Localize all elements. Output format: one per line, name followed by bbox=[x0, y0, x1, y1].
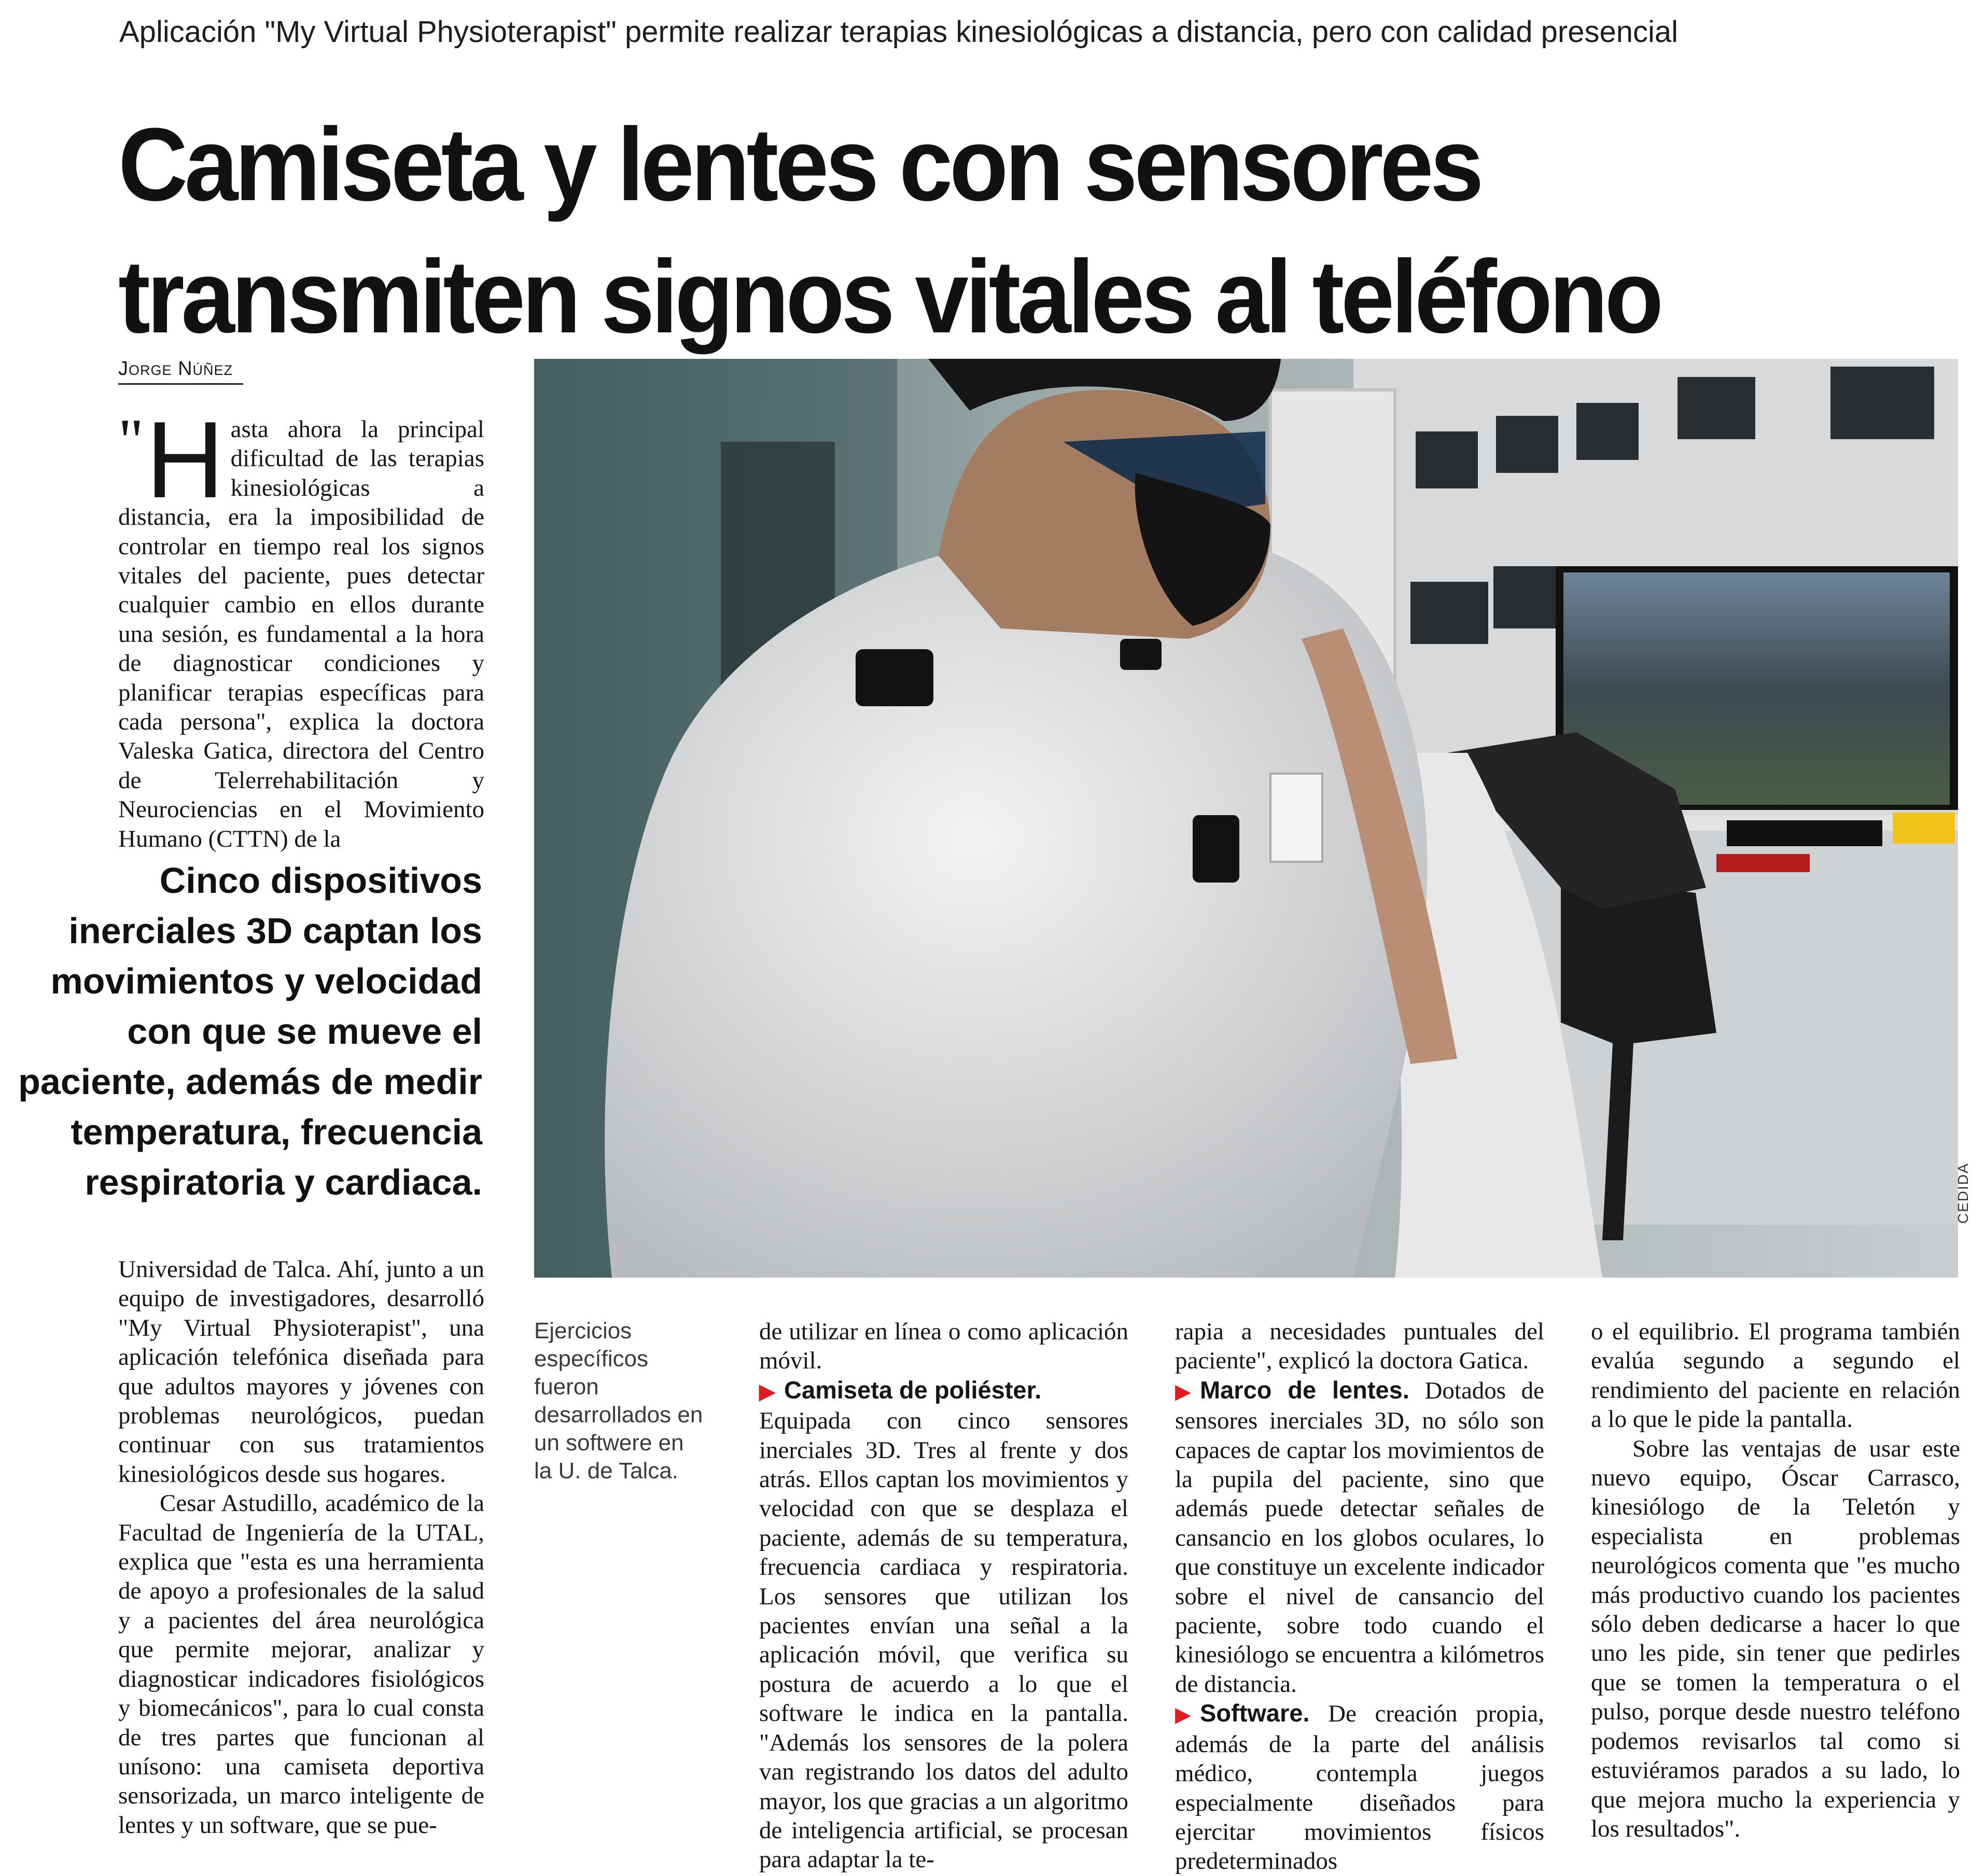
article-photo bbox=[534, 359, 1958, 1278]
kicker: Aplicación "My Virtual Physioterapist" permite realizar terapias kinesiológicas a distancia, pero con calidad presencial bbox=[119, 15, 1679, 49]
paragraph-text: Dotados de sensores inerciales 3D, no sólo son capaces de captar los movimientos de la pupila del paciente, sino que además puede detectar señales de cansancio en los globos oculares, lo que constituye un excelente indicador sobre el nivel de cansancio del paciente, sobre todo cuando el kinesiólogo se encuentra a kilómetros de distancia. bbox=[1175, 1377, 1544, 1698]
subheading-software: Software. bbox=[1200, 1699, 1310, 1727]
paragraph: Cesar Astudillo, académico de la Facultad de Ingeniería de la UTAL, explica que "esta es una herramienta de apoyo a profesionales de la salud y a pacientes del área neurológica que permite mejorar, analizar y diagnosticar indicadores fisiológicos y biomecánicos", para lo cual consta de tres partes que funcionan al unísono: una camiseta deportiva sensorizada, un marco inteligente de lentes y un software, que se pue- bbox=[118, 1490, 484, 1839]
paragraph: Equipada con cinco sensores inerciales 3D. Tres al frente y dos atrás. Ellos captan los movimientos y velocidad con que se desplaza el paciente, además de su temperatura, frecuencia cardiaca y respiratoria. Los sensores que utilizan los pacientes envían una señal a la aplicación móvil, que verifica su postura de acuerdo a lo que el software le indica en la pantalla. "Además los sensores de la polera van registrando los datos del adulto mayor, los que gracias a un algoritmo de inteligencia artificial, se procesan para adaptar la te- bbox=[759, 1407, 1128, 1873]
subheading-text: Camiseta de poliéster. bbox=[784, 1376, 1042, 1404]
photo-credit: CEDIDA bbox=[1955, 1163, 1971, 1224]
column-1-continued bbox=[118, 1255, 484, 1840]
paragraph: o el equilibrio. El programa también evalúa segundo a segundo el rendimiento del paciente en relación a lo que le pide la pantalla. bbox=[1591, 1318, 1960, 1433]
headline-line-1: Camiseta y lentes con sensores bbox=[118, 107, 1481, 222]
paragraph-text: De creación propia, además de la parte del análisis médico, contempla juegos especialmente diseñados para ejercitar movimientos físicos predeterminados bbox=[1175, 1700, 1544, 1875]
headline bbox=[118, 99, 1835, 363]
headline-line-2: transmiten signos vitales al teléfono bbox=[118, 239, 1660, 355]
column-5 bbox=[1591, 1317, 1960, 1843]
dropcap: H bbox=[145, 399, 225, 521]
pull-quote: Cinco dispositivos inerciales 3D captan los movimientos y velocidad con que se mueve el paciente, además de medir temperatura, frecuencia respiratoria y cardiaca. bbox=[18, 860, 482, 1202]
paragraph-software bbox=[1175, 1699, 1544, 1875]
paragraph-lentes bbox=[1175, 1376, 1544, 1699]
paragraph: de utilizar en línea o como aplicación móvil. bbox=[759, 1318, 1128, 1375]
lead-text: asta ahora la principal dificultad de las terapias kinesiológicas a distancia, era la imposibilidad de controlar en tiempo real los signos vitales del paciente, pues detectar cualquier cambio en ellos durante una sesión, es fundamental a la hora de diagnosticar condiciones y planificar terapias específicas para cada persona", explica la doctora Valeska Gatica, directora del Centro de Telerrehabilitación y Neurociencias en el Movimiento Humano (CTTN) de la bbox=[118, 416, 484, 852]
byline: Jorge Núñez bbox=[118, 358, 243, 385]
column-3 bbox=[759, 1317, 1128, 1874]
triangle-bullet-icon: ▶ bbox=[759, 1380, 775, 1403]
open-quote: " bbox=[118, 406, 144, 475]
paragraph: Universidad de Talca. Ahí, junto a un equipo de investigadores, desarrolló "My Virtual Physioterapist", una aplicación telefónica diseñada para que adultos mayores y jóvenes con problemas neurológicos, puedan continuar con sus tratamientos kinesiológicos desde sus hogares. bbox=[118, 1256, 484, 1488]
triangle-bullet-icon: ▶ bbox=[1175, 1703, 1191, 1727]
paragraph: rapia a necesidades puntuales del paciente", explicó la doctora Gatica. bbox=[1175, 1318, 1544, 1375]
column-4 bbox=[1175, 1317, 1544, 1876]
lead-paragraph bbox=[118, 399, 484, 853]
subheading-lentes: Marco de lentes. bbox=[1200, 1376, 1409, 1404]
paragraph: Sobre las ventajas de usar este nuevo equipo, Óscar Carrasco, kinesiólogo de la Teletón y especialista en problemas neurológicos comenta que "es mucho más productivo cuando los pacientes sólo deben dedicarse a hacer lo que uno les pide, sin tener que pedirles que se tomen la temperatura o el pulso, porque desde nuestro teléfono podemos revisarlos tal como si estuviéramos parados a su lado, lo que mejora mucho la experiencia y los resultados". bbox=[1591, 1435, 1960, 1842]
photo-illustration bbox=[534, 359, 1958, 1278]
subheading-camiseta bbox=[759, 1376, 1128, 1406]
photo-caption: Ejercicios específicos fueron desarrollados en un softwere en la U. de Talca. bbox=[534, 1318, 703, 1483]
triangle-bullet-icon: ▶ bbox=[1175, 1379, 1191, 1403]
